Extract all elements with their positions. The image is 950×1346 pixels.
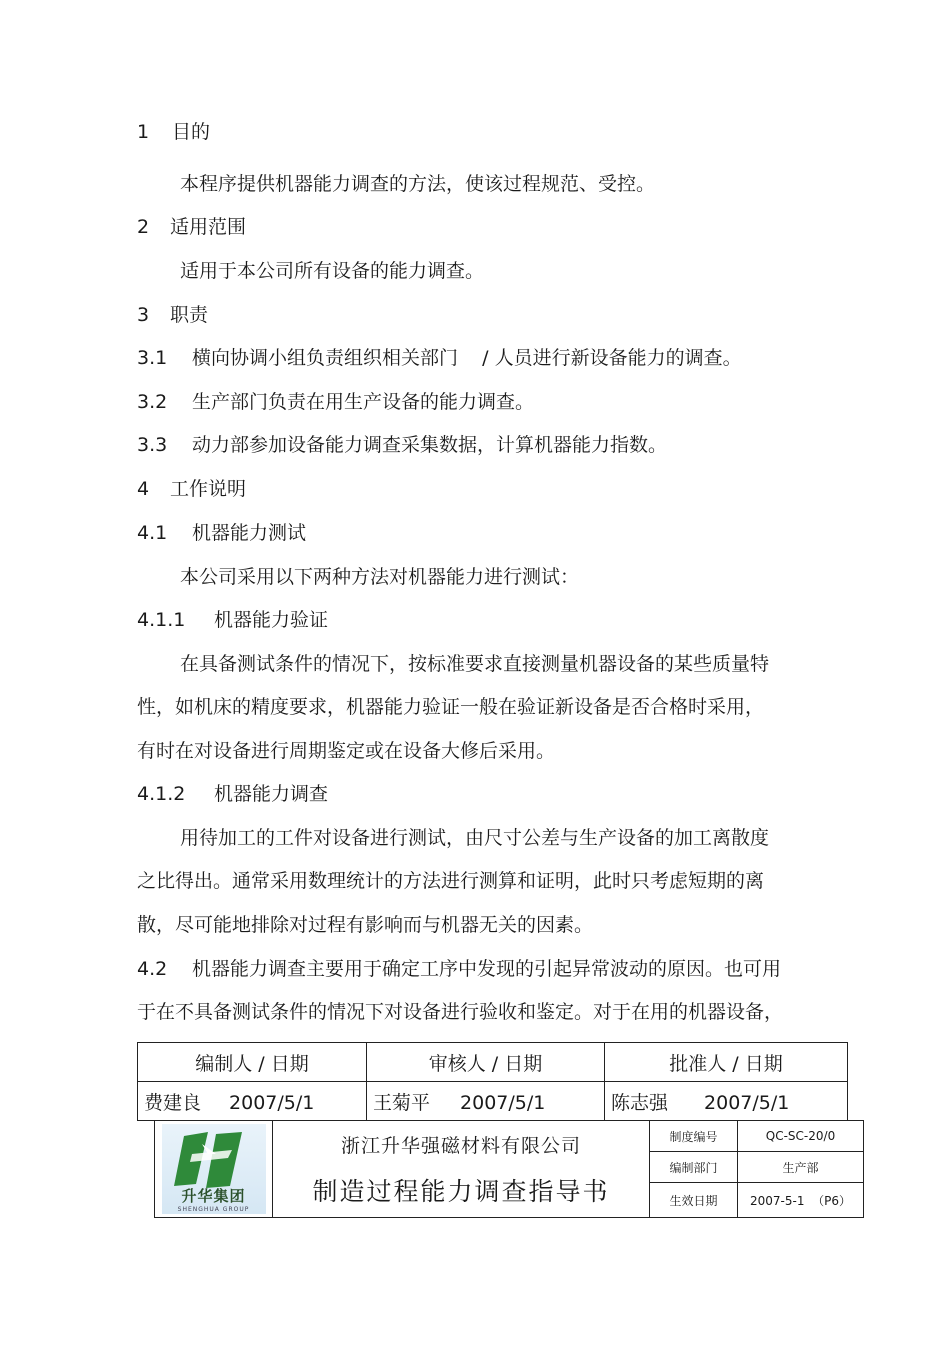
reviewer-date: 2007/5/1 [460,1091,546,1114]
meta-label-dept: 编制部门 [650,1152,738,1183]
section-number: 4.1 [137,522,168,544]
approver-cell [605,1082,848,1121]
author-cell [138,1082,367,1121]
section-title: 目的 [172,121,211,143]
section-number: 3.1 [137,347,168,369]
section-text: 动力部参加设备能力调查采集数据，计算机器能力指数。 [192,434,668,456]
title-cell [273,1121,650,1218]
logo-subtext: SHENGHUA GROUP [177,1206,250,1213]
header-author: 编制人 / 日期 [138,1043,367,1082]
company-name: 浙江升华强磁材料有限公司 [340,1134,581,1157]
signature-table [137,1042,848,1121]
section-title: 工作说明 [170,478,247,500]
company-logo [162,1124,266,1214]
meta-label-code: 制度编号 [650,1121,738,1152]
section-number: 4.1.1 [137,609,186,631]
logo-text: 升华集团 [181,1187,246,1205]
meta-label-effective-date: 生效日期 [650,1183,738,1218]
section-title: 机器能力调查 [214,783,329,805]
section-number: 4.2 [137,958,168,980]
author-name: 费建良 [144,1091,202,1114]
section-title: 机器能力测试 [192,522,307,544]
section-number: 2 [137,216,150,238]
section-title: 机器能力验证 [214,609,329,631]
logo-cell [155,1121,273,1218]
header-reviewer: 审核人 / 日期 [367,1043,605,1082]
section-number: 3.2 [137,391,168,413]
reviewer-cell [367,1082,605,1121]
meta-value-effective-date: 2007-5-1 （P6） [738,1183,864,1218]
section-text: 机器能力调查主要用于确定工序中发现的引起异常波动的原因。也可用 [192,958,782,980]
author-date: 2007/5/1 [229,1091,315,1114]
section-number: 4 [137,478,150,500]
document-footer [154,1120,864,1218]
section-number: 1 [137,121,150,143]
reviewer-name: 王菊平 [373,1091,431,1114]
meta-value-dept: 生产部 [738,1152,864,1183]
section-title: 职责 [170,304,209,326]
meta-value-code: QC-SC-20/0 [738,1121,864,1152]
approver-name: 陈志强 [611,1091,669,1114]
document-title: 制造过程能力调查指导书 [312,1176,610,1206]
section-number: 3.3 [137,434,168,456]
section-text: 生产部门负责在用生产设备的能力调查。 [192,391,535,413]
section-number: 3 [137,304,150,326]
section-title: 适用范围 [170,216,247,238]
approver-date: 2007/5/1 [704,1091,790,1114]
section-text: 横向协调小组负责组织相关部门 / 人员进行新设备能力的调查。 [192,347,742,369]
header-approver: 批准人 / 日期 [605,1043,848,1082]
section-number: 4.1.2 [137,783,186,805]
